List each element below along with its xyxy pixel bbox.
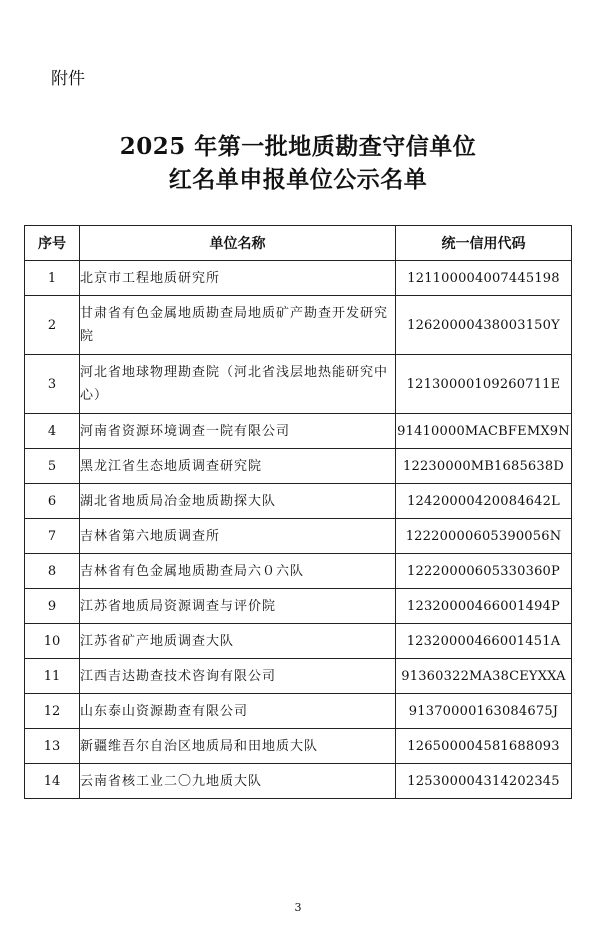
page-number: 3 [294, 901, 302, 914]
row-credit-code: 12420000420084642L [396, 484, 572, 519]
table-row [25, 449, 572, 484]
row-unit-name: 湖北省地质局冶金地质勘探大队 [80, 484, 396, 519]
table-row [25, 729, 572, 764]
row-credit-code: 91370000163084675J [396, 694, 572, 729]
table-row [25, 261, 572, 296]
header-serial-number: 序号 [25, 226, 80, 261]
row-credit-code: 12130000109260711E [396, 355, 572, 414]
table-row [25, 694, 572, 729]
row-credit-code: 91410000MACBFEMX9N [396, 414, 572, 449]
row-credit-code: 126500004581688093 [396, 729, 572, 764]
row-serial-number: 1 [25, 261, 80, 296]
table-row [25, 624, 572, 659]
row-serial-number: 10 [25, 624, 80, 659]
row-serial-number: 8 [25, 554, 80, 589]
row-unit-name: 江苏省矿产地质调查大队 [80, 624, 396, 659]
row-serial-number: 4 [25, 414, 80, 449]
table-row [25, 764, 572, 799]
row-serial-number: 2 [25, 296, 80, 355]
row-serial-number: 9 [25, 589, 80, 624]
row-unit-name: 甘肃省有色金属地质勘查局地质矿产勘查开发研究院 [80, 296, 396, 355]
table-row [25, 554, 572, 589]
attachment-label: 附件 [51, 69, 85, 89]
unit-list-table [24, 225, 572, 799]
table-row [25, 296, 572, 355]
row-unit-name: 河北省地球物理勘查院（河北省浅层地热能研究中心） [80, 355, 396, 414]
table-row [25, 484, 572, 519]
row-credit-code: 12320000466001494P [396, 589, 572, 624]
table-row [25, 355, 572, 414]
row-unit-name: 吉林省第六地质调查所 [80, 519, 396, 554]
row-credit-code: 12220000605330360P [396, 554, 572, 589]
header-credit-code: 统一信用代码 [396, 226, 572, 261]
row-serial-number: 3 [25, 355, 80, 414]
row-serial-number: 7 [25, 519, 80, 554]
row-serial-number: 12 [25, 694, 80, 729]
table-row [25, 589, 572, 624]
row-credit-code: 121100004007445198 [396, 261, 572, 296]
row-serial-number: 13 [25, 729, 80, 764]
row-unit-name: 新疆维吾尔自治区地质局和田地质大队 [80, 729, 396, 764]
table-header-row [25, 226, 572, 261]
row-credit-code: 12320000466001451A [396, 624, 572, 659]
table-row [25, 659, 572, 694]
row-serial-number: 6 [25, 484, 80, 519]
row-unit-name: 江西吉达勘查技术咨询有限公司 [80, 659, 396, 694]
row-unit-name: 北京市工程地质研究所 [80, 261, 396, 296]
row-serial-number: 5 [25, 449, 80, 484]
row-serial-number: 14 [25, 764, 80, 799]
row-credit-code: 125300004314202345 [396, 764, 572, 799]
row-unit-name: 河南省资源环境调查一院有限公司 [80, 414, 396, 449]
page-title-line-2: 红名单申报单位公示名单 [168, 166, 428, 193]
row-credit-code: 91360322MA38CEYXXA [396, 659, 572, 694]
row-credit-code: 12220000605390056N [396, 519, 572, 554]
row-credit-code: 12620000438003150Y [396, 296, 572, 355]
row-unit-name: 黑龙江省生态地质调查研究院 [80, 449, 396, 484]
row-unit-name: 云南省核工业二〇九地质大队 [80, 764, 396, 799]
row-credit-code: 12230000MB1685638D [396, 449, 572, 484]
row-serial-number: 11 [25, 659, 80, 694]
row-unit-name: 山东泰山资源勘查有限公司 [80, 694, 396, 729]
row-unit-name: 江苏省地质局资源调查与评价院 [80, 589, 396, 624]
page-title-line-1: 2025 年第一批地质勘查守信单位 [119, 133, 477, 160]
table-row [25, 414, 572, 449]
row-unit-name: 吉林省有色金属地质勘查局六０六队 [80, 554, 396, 589]
table-row [25, 519, 572, 554]
header-unit-name: 单位名称 [80, 226, 396, 261]
